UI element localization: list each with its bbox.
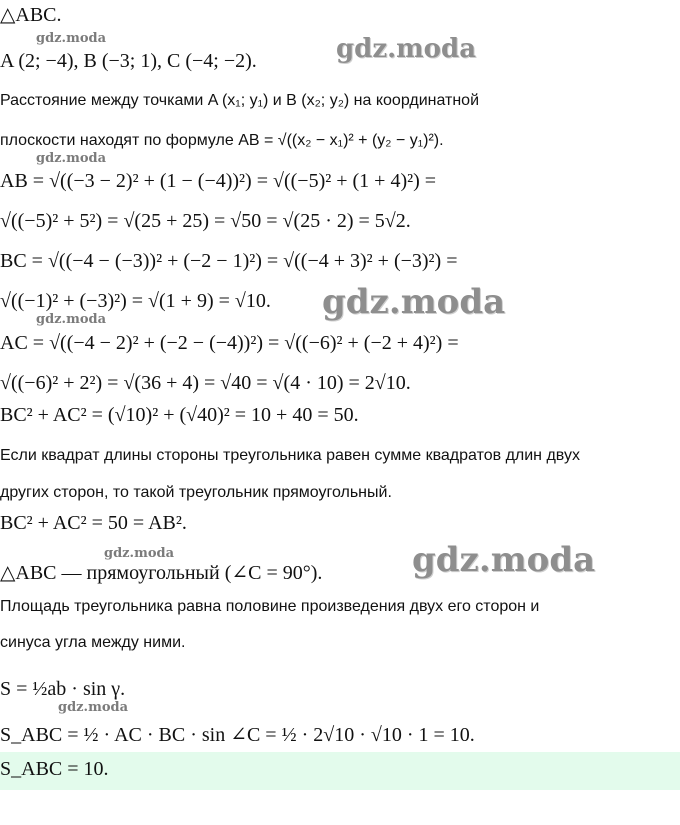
watermark-big-3: gdz.moda [412,540,596,580]
line-20: S_ABC = 10. [0,758,109,780]
watermark-big-2: gdz.moda [322,282,506,322]
line-6: √((−5)² + 5²) = √(25 + 25) = √50 = √(25 · 2) = 5√2. [0,210,411,232]
watermark-small-2: gdz.moda [36,151,107,166]
line-1: △ABC. [0,4,62,26]
line-2: A (2; −4), B (−3; 1), C (−4; −2). [0,50,257,72]
watermark-small-5: gdz.moda [58,700,129,715]
line-19: S_ABC = ½ · AC · BC · sin ∠C = ½ · 2√10 · √10 · 1 = 10. [0,724,475,746]
line-13: других сторон, то такой треугольник прямоугольный. [0,484,392,501]
watermark-big-1: gdz.moda [336,34,477,64]
line-7: BC = √((−4 − (−3))² + (−2 − 1)²) = √((−4 + 3)² + (−3)²) = [0,250,458,272]
line-3: Расстояние между точками A (x₁; y₁) и B (x₂; y₂) на координатной [0,92,480,109]
watermark-small-4: gdz.moda [104,546,175,561]
line-5: AB = √((−3 − 2)² + (1 − (−4))²) = √((−5)² + (1 + 4)²) = [0,170,437,192]
line-11: BC² + AC² = (√10)² + (√40)² = 10 + 40 = 50. [0,404,359,426]
line-4: плоскости находят по формуле AB = √((x₂ − x₁)² + (y₂ − y₁)²). [0,132,444,149]
line-16: Площадь треугольника равна половине произведения двух его сторон и [0,598,540,615]
line-8: √((−1)² + (−3)²) = √(1 + 9) = √10. [0,290,271,312]
watermark-small-3: gdz.moda [36,312,107,327]
line-18: S = ½ab · sin γ. [0,678,126,700]
line-9: AC = √((−4 − 2)² + (−2 − (−4))²) = √((−6)² + (−2 + 4)²) = [0,332,459,354]
watermark-small-1: gdz.moda [36,31,107,46]
line-15: △ABC — прямоугольный (∠C = 90°). [0,562,323,584]
line-12: Если квадрат длины стороны треугольника равен сумме квадратов длин двух [0,447,580,464]
line-14: BC² + AC² = 50 = AB². [0,512,187,534]
line-10: √((−6)² + 2²) = √(36 + 4) = √40 = √(4 · 10) = 2√10. [0,372,411,394]
line-17: синуса угла между ними. [0,634,186,651]
